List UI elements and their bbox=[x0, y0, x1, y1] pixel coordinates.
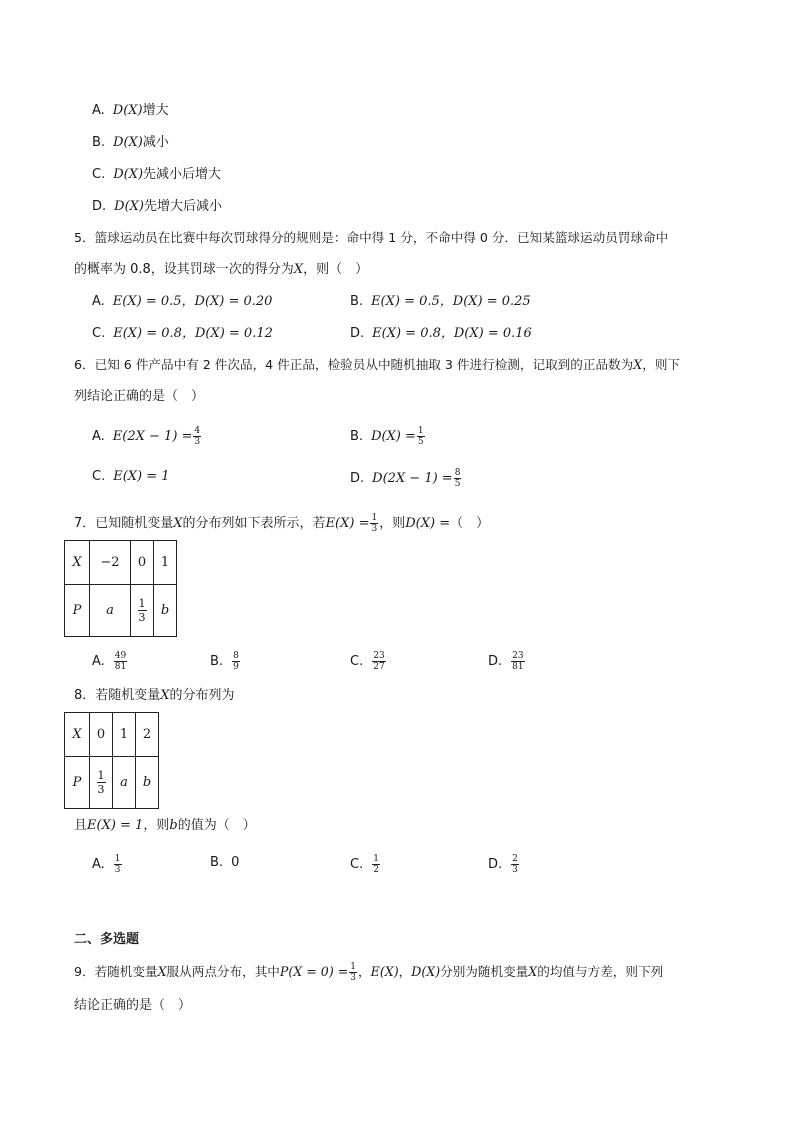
q8-option-c: C. $\frac{1}{2}$ bbox=[350, 854, 379, 875]
q6-option-b: B. D(X) = $\frac{1}{5}$ bbox=[350, 426, 424, 447]
q7-option-a: A. $\frac{49}{81}$ bbox=[92, 651, 127, 672]
q6-option-a: A. E(2X − 1) = $\frac{4}{3}$ bbox=[92, 426, 201, 447]
q9-stem-line1: 9．若随机变量X服从两点分布，其中P(X = 0) = $\frac{1}{3}$ ，E(X)，D(X)分别为随机变量X的均值与方差，则下列 bbox=[74, 962, 664, 983]
q5-option-c: C. E(X) = 0.8，D(X) = 0.12 bbox=[92, 326, 273, 341]
q5-stem-line1: 5．篮球运动员在比赛中每次罚球得分的规则是：命中得 1 分，不命中得 0 分．已知某篮球运动员罚球命中 bbox=[74, 230, 669, 245]
q7-option-c: C. $\frac{23}{27}$ bbox=[350, 651, 385, 672]
section-heading-multiple-choice: 二、多选题 bbox=[74, 932, 140, 947]
q4-option-a: A. D(X)增大 bbox=[92, 103, 169, 118]
q6-option-d: D. D(2X − 1) = $\frac{8}{5}$ bbox=[350, 468, 461, 489]
q8-option-a: A. $\frac{1}{3}$ bbox=[92, 854, 121, 875]
q8-option-d: D. $\frac{2}{3}$ bbox=[488, 854, 518, 875]
q6-stem-line2: 列结论正确的是（ ） bbox=[74, 389, 205, 404]
q7-distribution-table: X −2 0 1 P a $\frac{1}{3}$ b bbox=[64, 540, 177, 637]
q9-stem-line2: 结论正确的是（ ） bbox=[74, 998, 192, 1013]
q4-option-d: D. D(X)先增大后减小 bbox=[92, 199, 222, 214]
q8-stem: 8．若随机变量X的分布列为 bbox=[74, 688, 235, 703]
q6-option-c: C. E(X) = 1 bbox=[92, 469, 170, 484]
q7-option-d: D. $\frac{23}{81}$ bbox=[488, 651, 524, 672]
q4-option-c: C. D(X)先减小后增大 bbox=[92, 167, 222, 182]
q7-option-b: B. $\frac{8}{9}$ bbox=[210, 651, 239, 672]
q8-distribution-table: X 0 1 2 P $\frac{1}{3}$ a b bbox=[64, 712, 159, 809]
q6-stem-line1: 6．已知 6 件产品中有 2 件次品，4 件正品，检验员从中随机抽取 3 件进行检测，记取到的正品数为X，则下 bbox=[74, 357, 680, 372]
q4-option-b: B. D(X)减小 bbox=[92, 135, 169, 150]
q5-stem-line2: 的概率为 0.8，设其罚球一次的得分为X，则（ ） bbox=[74, 262, 369, 277]
q5-option-a: A. E(X) = 0.5，D(X) = 0.20 bbox=[92, 294, 273, 309]
q5-option-b: B. E(X) = 0.5，D(X) = 0.25 bbox=[350, 294, 531, 309]
q8-option-b: B. 0 bbox=[210, 855, 240, 870]
q8-condition: 且E(X) = 1，则b的值为（ ） bbox=[74, 818, 256, 833]
q5-option-d: D. E(X) = 0.8，D(X) = 0.16 bbox=[350, 326, 532, 341]
q7-stem: 7．已知随机变量X的分布列如下表所示，若E(X) = $\frac{1}{3}$ ，则D(X) =（ ） bbox=[74, 513, 490, 534]
